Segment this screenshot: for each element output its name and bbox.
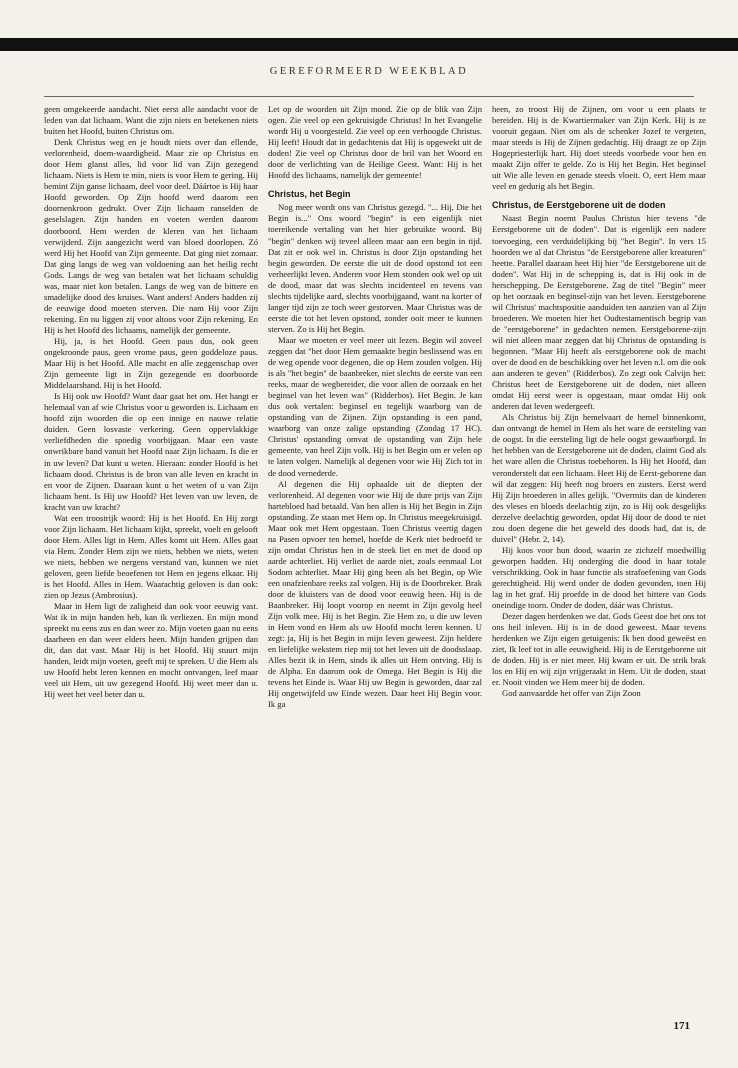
paragraph: Is Hij ook uw Hoofd? Want daar gaat het om. Het hangt er helemaal van af wie Christus voor u geworden is. Lichaam en hoofd zijn woorden die op een innige en nauwe relatie duiden. Geen losvaste verkering. Geen oppervlakkige verliefdheden die spoedig voorbijgaan. Maar een vaste onwrikbare band vanuit het Hoofd naar Zijn lichaam. Is die er in uw leven? Dat kunt u weten. Hieraan: zonder Hoofd is het lichaam dood. Christus is de bron van alle leven en kracht in en voor de Zijnen. Daaraan kunt u het weten of u van Zijn lichaam bent. Is Hij uw Hoofd? Het leven van uw leven, de kracht van uw kracht? (44, 391, 258, 512)
paragraph: Nog meer wordt ons van Christus gezegd. "... Hij, Die het Begin is..." Ons woord "begin" is een eigenlijk niet toereikende vertaling van het hier gebruikte woord. Bij "begin" denken wij teveel alleen maar aan een begin in tijd. Dat zit er ook wel in. Christus is door Zijn opstanding het begin geworden. De eerste die uit de dood opstond tot een verheerlijkt leven. Anderen voor Hem stonden ook wel op uit de dood, maar dat was slechts incidenteel en tevens van slechts tijdelijke aard, slechts voorbijgaand, want na korter of langer tijd zijn ze toch weer gestorven. Maar Christus was de eerste die tot het leven opstond, zonder ooit meer te kunnen sterven. Zo is Hij het Begin. (268, 202, 482, 334)
paragraph: Hij, ja, is het Hoofd. Geen paus dus, ook geen ongekroonde paus, geen vrome paus, geen goddeloze paus. Maar Hij is het Hoofd. Alle macht en alle zeggenschap over Zijn gemeente ligt in Zijn gezegende en doorboorde Middelaarshand. Hij is het Hoofd. (44, 335, 258, 391)
paragraph: Maar in Hem ligt de zaligheid dan ook voor eeuwig vast. Wat ik in mijn handen heb, kan ik verliezen. En mijn mond spreekt nu eens zus en dan weer zo. Mijn voeten gaan nu eens daarheen en dan weer elders heen. Mijn handen grijpen dan dit, dan dat vast. Maar Hij is het Hoofd. Hij stuurt mijn handen, leidt mijn voeten, geeft mij te spreken. U die Hem als uw Hoofd hebt leren kennen en mocht ontvangen, leef maar veel uit Hem, uit uw gezegend Hoofd. Hij weet meer dan u. Hij weet het veel beter dan u. (44, 601, 258, 700)
paragraph: geen omgekeerde aandacht. Niet eerst alle aandacht voor de leden van dat lichaam. Want die zijn niets en betekenen niets buiten het Hoofd, buiten Christus om. (44, 104, 258, 137)
paragraph: Naast Begin noemt Paulus Christus hier tevens "de Eerstgeborene uit de doden". Dat is eigenlijk een nadere toevoeging, een verduidelijking bij "het Begin". In vers 15 hoorden we al dat Christus "de Eerstgeborene aller kreaturen" heette. Parallel daaraan heet Hij hier "de Eerstgeborene uit de doden". Wat Hij in de schepping is, dat is Hij ook in de herschepping. De Eerstgeborene. Zag de titel "Begin" meer op het oorzaak en beginsel-zijn van het leven. Eerstgeborene wil Christus' machtspositie aanduiden ten aanzien van al Zijn broederen. We moeten hier het Oudtestamentisch begrip van de "eerstgeborene" in gedachten nemen. Eerstgeborene-zijn wil niet alleen maar zeggen dat bij Christus de opstanding is begonnen. "Maar Hij heeft als eerstgeborene ook de macht over de dood en de beschikking over het leven n.l. om die ook aan anderen te geven" (Ridderbos). Zo zegt ook Calvijn het: Christus heet de Eerstgeborene uit de doden, niet alleen omdat Hij eerst weer is opgestaan, maar omdat Hij ook anderen dat leven wedergeeft. (492, 213, 706, 412)
paragraph: Hij koos voor hun dood, waarin ze zichzelf moedwillig geworpen hadden. Hij ondergïng die dood in haar totale verschrikking. Ook in haar functie als strafoefening van Gods gerechtigheid. Hij werd onder de doden gevonden, toen Hij lag in het graf. Hij proefde in de dood het bittere van Gods oneindige toorn. Onder de doden, dáár was Christus. (492, 544, 706, 611)
section-heading: Christus, de Eerstgeborene uit de doden (492, 200, 666, 211)
paragraph: Dezer dagen herdenken we dat. Gods Geest doe het ons tot ons heil inleven. Hij is in de dood geweest. Maar tevens herdenken we Zijn eigen getuigenis: Ik ben dood geweëst en ziet, Ik leef tot in alle eeuwigheid. Hij is de Eerstgeborene uit de doden. Hij is er niet meer. Hij kwam er uit. De strik brak los en Hij en wij zijn vrijgeraakt in Hem. Uit de doden, staat er. Nooit vinden we Hem meer bij de doden. (492, 611, 706, 688)
paragraph: heen, zo troost Hij de Zijnen, om voor u een plaats te bereiden. Hij is de Kwartiermaker van Zijn Kerk. Hij is ze vooruit gegaan. Niet om als de schenker Jozef te vergeten, maar steeds is Hij de Zijnen gedachtig. Hij draagt ze op Zijn Hogepriesterlijk hart. Hij doet steeds voorbede voor hen en maakt Zijn offer te gelde. Zo is Hij het Begin. Het beginsel uit Wie alle leven en genade steeds vloeit. O, eert Hem maar veel en gedurig als het Begin. (492, 104, 706, 192)
running-header: GEREFORMEERD WEEKBLAD (269, 66, 469, 77)
paragraph: God aanvaardde het offer van Zijn Zoon (502, 688, 641, 699)
paragraph: Denk Christus weg en je houdt niets over dan ellende, verlorenheid, doem-waardigheid. Maar zie op Christus en door Hem glanst alles, lid voor lid van Zijn gezegend lichaam. Niets is Hem te min, niets is voor Hem te gering. Hij bemint Zijn ganse lichaam, deel voor deel. Dáártoe is Hij haar Hoofd geworden. Op Zijn hoofd werd daarom een doornenkroon gedrukt. Over Zijn lichaam ranselden de geselslagen. Zijn handen en voeten werden daarom doorboord. Hem werden de kleren van het lichaam verwijderd. Zijn aangezicht werd van bloed doorlopen. Zó werd Hij het Hoofd van Zijn gemeente. Dat ging niet zomaar. Dat ging langs de weg van voldoening aan het heilig recht Gods. Langs de weg van betalen wat het lichaam schuldig was, maar niet kon betalen. Langs de weg van de bittere en smadelijke dood des kruises. Want anders! Anders hadden zij de eeuwige dood moeten sterven. Die nam Hij voor Zijn rekening. En nu liggen zij voor altoos voor Zijn rekening. En Hij is het Hoofd des lichaams, namelijk der gemeente. (44, 137, 258, 335)
paragraph: Wat een troostrijk woord: Hij is het Hoofd. En Hij zorgt voor Zijn lichaam. Het lichaam kijkt, spreekt, voelt en gelooft door Hem. Alles ligt in Hem. Alles komt uit Hem. Alles gaat via Hem. Zonder Hem zijn we niets, hebben we niets, weten we niets, hebben we nergens verstand van, kunnen we niet geloven, geen liefde beoefenen tot Hem en jegens elkaar. Hij is het Hoofd. Alles in Hem. Waarachtig geloven is dan ook: zien op Jezus (Ambrosius). (44, 512, 258, 601)
paragraph: Let op de woorden uit Zijn mond. Zie op de blik van Zijn ogen. Zie veel op een gekruisigde Christus! In het Evangelie wordt Hij u voorgesteld. Zie veel op een verhoogde Christus. Hij leeft! Houdt dat in gedachtenis dat Hij is opgewekt uit de doden! Zie veel op Christus door de bril van het Woord en door de verlichting van de Heilige Geest. Want: Hij is het Hoofd des lichaams, namelijk der gemeente! (268, 104, 482, 181)
column-1 (44, 104, 258, 1024)
paragraph: Maar we moeten er veel meer uit lezen. Begin wil zoveel zeggen dat "het door Hem gemaakte begin beslissend was en de weg opende voor degenen, die op Hem zouden volgen. Hij is als "het begin" de baanbreker, niet slechts de eerste van een reeks, maar de wegbereider, die voor allen de oorzaak en het beginsel van het leven was" (Ridderbos). Het Begin. Je kan dus ook vertalen: beginsel en tegelijk waarborg van de opstanding van de Zijnen. Zijn opstanding is een pand, waarborg van onze zalige opstanding (Zondag 17 HC). Christus' opstanding omvat de opstanding van Zijn hele gemeente, van heel Zijn volk. Hij is het Begin om er velen op te laten volgen. Namelijk al degenen voor wie Hij Zich tot in de dood vernederde. (268, 334, 482, 478)
column-3 (492, 104, 706, 1024)
section-heading: Christus, het Begin (268, 189, 351, 200)
scan-edge-bar (0, 38, 738, 51)
column-2 (268, 104, 482, 1024)
paragraph: Al degenen die Hij ophaalde uit de diepten der verlorenheid. Al degenen voor wie Hij de dure prijs van Zijn hartebloed had betaald. Van hen allen is Hij het Begin in Zijn opstanding. Ze staan met Hem op. In Christus meegekruisigd. Maar ook met Hem opgestaan. Toen Christus veertig dagen na Pasen opvoer ten hemel, hoefde de Kerk niet bedroefd te zijn omdat Christus hen in de steek liet en met de dood op aarde achterliet. Hij verliet de aarde niet, zoals eenmaal Lot Sodom achterliet. Maar Hij ging heen als het Begin, op Wie een onafzienbare reeks zal volgen. Hij is de Doorbreker. Brak door de kluisters van de dood voor eeuwig heen. Hij is de Baanbreker. Hij loopt voorop en neemt in Zijn gevolg heel Zijn volk mee. Hij is het Begin. Zie Hem zo, u die uw leven in Hem vond en Hem als uw Hoofd mocht leren kennen. U zegt: ja, Hij is het Begin in mijn leven geweest. Zijn heldere en liefelijke wekstem riep mij tot het leven uit de doodsslaap. Alles bezit ik in Hem, sinds ik alles uit Hem ontving. Hij is de Alpha. En daarom ook de Omega. Het Begin is Hij die tevens het Einde is. Waar Hij uw Begin is geworden, daar zal Hij ongetwijfeld uw Einde wezen. Daar heet Hij Begin voor. Ik ga (268, 478, 482, 710)
header-rule (44, 96, 694, 97)
page-number: 171 (673, 1020, 690, 1032)
paragraph: Als Christus bij Zijn hemelvaart de hemel binnenkomt, dan ontvangt de hemel in Hem als het ware de eersteling van de oogst. In die eersteling ligt de hele oogst gewaarborgd. In het hebben van de Eerstgeborene uit de doden, claimt God als het ware allen die Christus toebehoren. Is Hij het Hoofd, dan veronderstelt dat een lichaam. Heet Hij de Eerst-geborene dan wil dat zeggen: Hij heeft nog broers en zusters. Eerst werd Hij Zijn broederen in alles gelijk. "Overmits dan de kinderen des vleses en bloeds deelachtig zijn, zo is Hij ook desgelijks derzelve deelachtig geworden, opdat Hij door de dood te niet zou doen degene die het geweld des doods had, dat is, de duivel" (Hebr. 2, 14). (492, 412, 706, 544)
